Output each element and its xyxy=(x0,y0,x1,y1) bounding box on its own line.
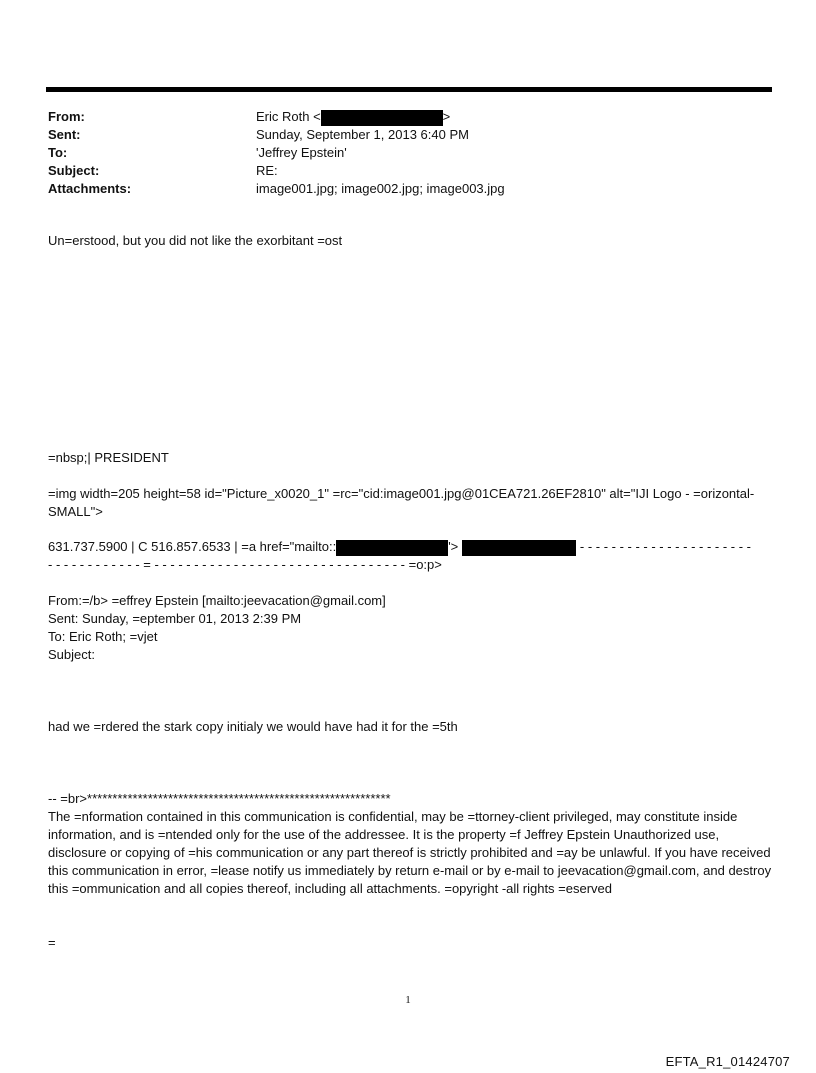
sent-value: Sunday, September 1, 2013 6:40 PM xyxy=(256,127,469,142)
header-rule xyxy=(46,87,772,92)
bates-number: EFTA_R1_01424707 xyxy=(665,1054,790,1069)
end-mark: = xyxy=(48,935,56,950)
from-end: > xyxy=(442,109,451,124)
signature-separator: -- =br>************************************************************ xyxy=(48,791,391,806)
sent-label: Sent: xyxy=(48,127,81,142)
phone-dashes: - - - - - - - - - - - - - - - - - - - - - - xyxy=(576,539,751,554)
redacted-link-text xyxy=(462,540,576,556)
body-line-img-tag: =img width=205 height=58 id="Picture_x0020_1" =rc="cid:image001.jpg@01CEA721.26EF2810" alt="IJI Logo - =orizontal-SMALL"> xyxy=(48,486,755,519)
redacted-mailto xyxy=(336,540,448,556)
from-label: From: xyxy=(48,109,85,124)
subject-label: Subject: xyxy=(48,163,100,178)
to-value: 'Jeffrey Epstein' xyxy=(256,145,347,160)
body-line-understood: Un=erstood, but you did not like the exorbitant =ost xyxy=(48,233,343,248)
page-number: 1 xyxy=(405,994,411,1006)
body-line-dashes: - - - - - - - - - - - - = - - - - - - - - - - - - - - - - - - - - - - - - - - - - - - - - =o:p> xyxy=(48,557,442,572)
phone-text: 631.737.5900 | C 516.857.6533 | =a href="mailto:: xyxy=(48,539,337,554)
fwd-body: had we =rdered the stark copy initialy we would have had it for the =5th xyxy=(48,719,458,734)
disclaimer-paragraph: The =nformation contained in this communication is confidential, may be =ttorney-client privileged, may constitute inside information, and is =ntended only for the use of the addressee. It is the property =f Jeffrey Epstein Unauthorized use, disclosure or copying of =his communication or any part thereof is strictly prohibited and =ay be unlawful. If you have received this communication in error, =lease notify us immediately by return e-mail or by e-mail to jeevacation@gmail.com, and destroy this =ommunication and all copies thereof, including all attachments. =opyright -all rights =eserved xyxy=(48,809,772,896)
redacted-email xyxy=(321,110,443,126)
fwd-to: To: Eric Roth; =vjet xyxy=(48,629,158,644)
fwd-subject: Subject: xyxy=(48,647,95,662)
fwd-from: From:=/b> =effrey Epstein [mailto:jeevacation@gmail.com] xyxy=(48,593,386,608)
fwd-sent: Sent: Sunday, =eptember 01, 2013 2:39 PM xyxy=(48,611,302,626)
to-label: To: xyxy=(48,145,68,160)
subject-value: RE: xyxy=(256,163,278,178)
body-line-phone xyxy=(48,538,751,556)
attachments-label: Attachments: xyxy=(48,181,132,196)
from-name: Eric Roth < xyxy=(256,109,321,124)
from-value xyxy=(256,108,450,126)
attachments-value: image001.jpg; image002.jpg; image003.jpg xyxy=(256,181,505,196)
body-line-president: =nbsp;| PRESIDENT xyxy=(48,450,169,465)
phone-close: '> xyxy=(448,539,459,554)
